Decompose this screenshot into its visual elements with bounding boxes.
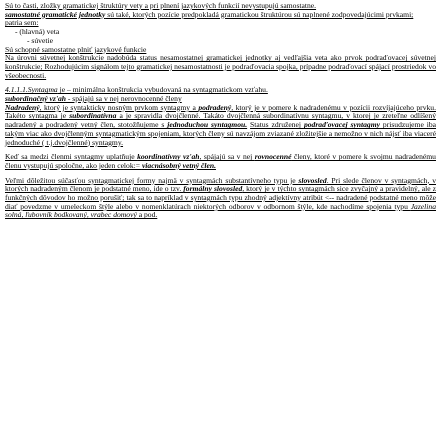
term-rovnocenne: rovnocenné <box>254 152 292 162</box>
term-subordinacny: subordinačný vz'ah <box>5 94 66 104</box>
term-nadradeny: Nadradený <box>5 102 40 112</box>
examples: Jazelina solná, ľubovník bodkovaný, vrabec domový <box>5 201 436 220</box>
term-podradeny: podradený <box>198 102 232 112</box>
text: , ktorý je v týchto syntagmách sice zvyčajný a pravidelný, ale z funkčných dôvodov ho možno porušiť; tak sa to napríklad v syntagmách typu zhodný adjektívny atribút <-- nadradené podstatné meno môže diať povedzme v umeleckom štýle alebo v nomenklatúrach niektorých odborov v odbornom štýle, kde nachodíme spojenia typu <box>5 184 436 211</box>
term-viacnasobny: viacnásobný vetný člen. <box>141 160 216 170</box>
text: členy, ktoré v pomere k svojmu nadradenému členu vystupujú spoločne, ako jeden celok:= <box>5 152 436 170</box>
term-slovosled: slovosled <box>298 175 327 185</box>
paragraph-1 <box>5 2 436 28</box>
list-item: - (hlavná) veta <box>15 27 60 37</box>
text: , ktorý je v pomere k nadradenému v pozícii rozvíjajúceho prvku. Takéto syntagma je <box>5 102 436 121</box>
paragraph-2: Na úrovni súvetnej konštrukcie nadobúda status nesamostatnej gramatickej jednotky aj vedľajšia veta ako prvok podraďovacej súvetnej konštrukcie; Rozhodujúcim signálom tejto gramatickej nesamostatnosti je podraďovacia spojka, prípadne podraďovací spájací prostriedok vo všeobecnosti. <box>5 53 436 80</box>
text: Sú schopné samostatne plniť jazykové funkcie <box>5 44 147 54</box>
text: Sú to časti, zložky gramatickej štruktúry vety a pri plnení jazykových funkcií nevystupujú samostatne. <box>5 1 317 10</box>
paragraph-3 <box>5 86 436 147</box>
term-subordinativna: subordinatívna <box>69 111 117 121</box>
document-page <box>0 0 440 220</box>
term-formalny-slovosled: formálny slovosled <box>183 184 243 194</box>
text: - spájajú sa v nej nerovnocenné členy <box>65 94 182 104</box>
term-samostatne-jednotky: samostatné gramatické jednotky <box>5 9 106 19</box>
text: a je spravidla dvojčlenné. Takáto dvojčlenná subordinatívnu syntagmu, v ktorej je zreteľne odlíšený nadradený a podradený vetný člen, stotožňujeme s <box>5 111 436 130</box>
paragraph-4 <box>5 153 436 170</box>
term-koordinativny: koordinatívny vz'ah <box>137 152 200 162</box>
text: a pod. <box>136 210 158 220</box>
text: . Pri slede členov v syntagmách, v ktorých nadradeným členom je podstatné meno, ide o tzv. <box>5 175 436 194</box>
section-heading: 4.1.1.1.Syntagma <box>5 85 58 95</box>
term-podradovacia-syntagma: podraďovacej syntagmy <box>303 120 381 130</box>
paragraph-5 <box>5 177 436 221</box>
units-list <box>5 28 436 45</box>
text: patria sem: <box>5 18 39 28</box>
text: prisudzujeme iba takým viac ako dvojčlenným syntagmatickým spojeniam, ktorých členy sú navzájom zviazané zložitejšie a nemožno v nich nájsť iba viaceré jednoduché ( t.j.dvojčlenné) syntagmy. <box>5 120 437 147</box>
text: , spájajú sa v nej <box>199 152 255 162</box>
text: Status združenej <box>250 120 304 130</box>
text: Veľmi dôležitou súčasťou syntagmatickej formy najmä v syntagmách substantívneho typu je <box>5 175 299 185</box>
term-jednoducha-syntagma: jednoduchou syntagmou. <box>167 120 248 130</box>
text: sú také, ktorých pozície predpokladá gramatickou štruktúrou sú naplnené zodpovedajúcimi prvkami; <box>105 9 414 19</box>
text: , ktorý je syntakticky nosným prvkom syntagmy a <box>39 102 199 112</box>
list-item: - súvetie <box>27 35 53 45</box>
text: je – minimálna konštrukcia vybudovaná na syntagmatickom vzťahu. <box>57 85 268 95</box>
text: Keď sa medzi členmi syntagmy uplatňuje <box>5 152 138 162</box>
